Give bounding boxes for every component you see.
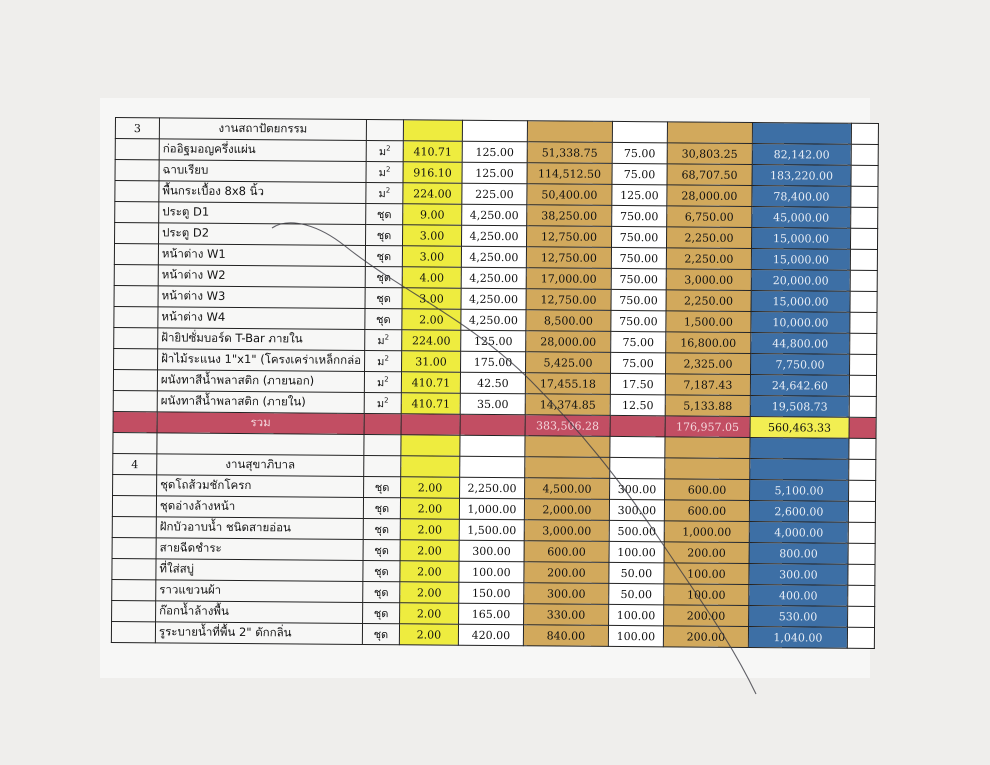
labour-price-cell: [610, 436, 665, 457]
labour-price-cell: 750.00: [611, 310, 666, 331]
material-total-cell: 50,400.00: [527, 184, 612, 206]
labour-total-cell: 200.00: [664, 605, 749, 627]
material-price-cell: 420.00: [458, 624, 523, 646]
grand-total-cell: [752, 123, 851, 145]
material-total-cell: 12,750.00: [526, 289, 611, 311]
labour-total-cell: [667, 122, 752, 144]
remark-cell: [851, 186, 878, 207]
grand-total-cell: 300.00: [749, 563, 848, 585]
unit-superscript: 2: [384, 396, 389, 405]
description-cell: สายฉีดชำระ: [156, 538, 363, 561]
remark-cell: [851, 123, 878, 144]
remark-cell: [851, 144, 878, 165]
labour-total-cell: 6,750.00: [667, 206, 752, 228]
unit-superscript: 2: [384, 375, 389, 384]
item-no-cell: [114, 285, 158, 306]
quantity-cell: 2.00: [400, 540, 459, 561]
material-price-cell: 1,000.00: [459, 498, 524, 520]
item-no-cell: [115, 139, 159, 160]
material-price-cell: 42.50: [460, 372, 525, 394]
material-price-cell: [460, 456, 525, 478]
labour-total-cell: 600.00: [664, 479, 749, 501]
unit-cell: ชุด: [363, 602, 400, 623]
description-cell: ผนังทาสีน้ำพลาสติก (ภายใน): [157, 391, 364, 414]
item-no-cell: [113, 474, 157, 495]
description-cell: ราวแขวนผ้า: [156, 580, 363, 603]
unit-cell: ชุด: [363, 560, 400, 581]
labour-price-cell: 50.00: [609, 562, 664, 583]
labour-total-cell: 28,000.00: [667, 185, 752, 207]
remark-cell: [848, 480, 875, 501]
labour-price-cell: 100.00: [608, 625, 663, 646]
grand-total-cell: 800.00: [749, 542, 848, 564]
quantity-cell: 224.00: [403, 183, 462, 204]
labour-price-cell: 75.00: [611, 331, 666, 352]
grand-total-cell: 82,142.00: [752, 144, 851, 166]
quantity-cell: 31.00: [401, 351, 460, 372]
material-total-cell: 28,000.00: [526, 331, 611, 353]
unit-cell: ม$^2$: [366, 182, 403, 203]
unit-superscript: 2: [385, 186, 391, 195]
material-price-cell: 4,250.00: [462, 204, 527, 226]
material-total-cell: 840.00: [523, 625, 608, 647]
grand-total-cell: 400.00: [749, 584, 848, 606]
labour-total-cell: 7,187.43: [665, 374, 750, 396]
material-total-cell: 200.00: [524, 562, 609, 584]
bill-of-quantities-table: [111, 117, 879, 649]
item-no-cell: [114, 348, 158, 369]
unit-cell: [364, 455, 401, 476]
unit-cell: ม$^2$: [366, 161, 403, 182]
description-cell: ก๊อกน้ำล้างพื้น: [156, 601, 363, 624]
labour-price-cell: 750.00: [611, 226, 666, 247]
unit-cell: ม$^2$: [364, 392, 401, 413]
labour-total-cell: 2,250.00: [666, 248, 751, 270]
quantity-cell: 2.00: [401, 477, 460, 498]
labour-total-cell: 1,000.00: [664, 521, 749, 543]
material-total-cell: 383,506.28: [525, 415, 610, 437]
material-price-cell: 165.00: [459, 603, 524, 625]
quantity-cell: 2.00: [400, 561, 459, 582]
item-no-cell: [111, 621, 155, 642]
labour-price-cell: 750.00: [612, 205, 667, 226]
labour-price-cell: 100.00: [609, 604, 664, 625]
labour-price-cell: 300.00: [609, 478, 664, 499]
quantity-cell: [401, 456, 460, 477]
labour-price-cell: 750.00: [611, 268, 666, 289]
material-price-cell: 4,250.00: [461, 225, 526, 247]
grand-total-cell: 44,800.00: [751, 333, 850, 355]
material-total-cell: 2,000.00: [524, 499, 609, 521]
item-no-cell: [112, 600, 156, 621]
material-price-cell: 100.00: [459, 561, 524, 583]
unit-cell: ชุด: [365, 245, 402, 266]
item-no-cell: [113, 390, 157, 411]
unit-cell: ชุด: [363, 518, 400, 539]
material-price-cell: 225.00: [462, 183, 527, 205]
quantity-cell: 2.00: [400, 498, 459, 519]
description-cell: งานสถาปัตยกรรม: [159, 118, 366, 141]
material-total-cell: 600.00: [524, 541, 609, 563]
item-no-cell: [114, 244, 158, 265]
unit-superscript: 2: [385, 165, 391, 174]
description-cell: ผนังทาสีน้ำพลาสติก (ภายนอก): [157, 370, 364, 393]
unit-cell: ชุด: [365, 308, 402, 329]
material-total-cell: 38,250.00: [527, 205, 612, 227]
material-total-cell: [525, 436, 610, 458]
labour-total-cell: 100.00: [664, 563, 749, 585]
item-no-cell: [114, 306, 158, 327]
remark-cell: [850, 312, 877, 333]
remark-cell: [848, 564, 875, 585]
sum-label: รวม: [157, 412, 364, 435]
remark-cell: [849, 438, 876, 459]
labour-price-cell: 125.00: [612, 184, 667, 205]
quantity-cell: 916.10: [403, 162, 462, 183]
labour-total-cell: 2,250.00: [666, 290, 751, 312]
grand-total-cell: 15,000.00: [751, 291, 850, 313]
quantity-cell: 2.00: [399, 624, 458, 645]
material-price-cell: [462, 120, 527, 142]
labour-total-cell: 68,707.50: [667, 164, 752, 186]
description-cell: ฝักบัวอาบน้ำ ชนิดสายอ่อน: [156, 517, 363, 540]
material-price-cell: 125.00: [461, 330, 526, 352]
description-cell: งานสุขาภิบาล: [157, 454, 364, 477]
description-cell: หน้าต่าง W1: [158, 244, 365, 267]
material-total-cell: 5,425.00: [525, 352, 610, 374]
remark-cell: [850, 333, 877, 354]
description-cell: ฝ้ายิปซั่มบอร์ด T-Bar ภายใน: [158, 328, 365, 351]
item-no-cell: [112, 516, 156, 537]
unit-cell: [366, 119, 403, 140]
material-total-cell: 300.00: [524, 583, 609, 605]
unit-superscript: 2: [384, 333, 390, 342]
grand-total-cell: 1,040.00: [748, 626, 847, 648]
labour-price-cell: 750.00: [611, 247, 666, 268]
unit-cell: ชุด: [364, 476, 401, 497]
labour-total-cell: 30,803.25: [667, 143, 752, 165]
material-total-cell: 8,500.00: [526, 310, 611, 332]
labour-total-cell: [665, 437, 750, 459]
quantity-cell: 224.00: [402, 330, 461, 351]
description-cell: รูระบายน้ำที่พื้น 2" ดักกลิ่น: [155, 622, 362, 645]
remark-cell: [849, 417, 876, 438]
grand-total-cell: 24,642.60: [750, 374, 849, 396]
labour-price-cell: 75.00: [612, 142, 667, 163]
remark-cell: [849, 354, 876, 375]
labour-total-cell: 200.00: [664, 542, 749, 564]
material-total-cell: 17,455.18: [525, 373, 610, 395]
labour-price-cell: 17.50: [610, 373, 665, 394]
remark-cell: [851, 207, 878, 228]
labour-total-cell: 16,800.00: [666, 332, 751, 354]
labour-price-cell: [610, 457, 665, 478]
material-total-cell: [525, 457, 610, 479]
grand-total-cell: 15,000.00: [751, 228, 850, 250]
remark-cell: [848, 543, 875, 564]
remark-cell: [850, 249, 877, 270]
grand-total-cell: 10,000.00: [751, 312, 850, 334]
remark-cell: [849, 375, 876, 396]
quantity-cell: 410.71: [401, 393, 460, 414]
unit-cell: [364, 413, 401, 434]
description-cell: ประตู D1: [159, 202, 366, 225]
material-total-cell: 114,512.50: [527, 163, 612, 185]
material-price-cell: 175.00: [460, 351, 525, 373]
material-total-cell: 330.00: [524, 604, 609, 626]
unit-cell: ชุด: [363, 497, 400, 518]
grand-total-cell: 20,000.00: [751, 270, 850, 292]
labour-price-cell: 750.00: [611, 289, 666, 310]
remark-cell: [850, 291, 877, 312]
material-total-cell: 12,750.00: [526, 247, 611, 269]
remark-cell: [849, 459, 876, 480]
labour-price-cell: 75.00: [612, 163, 667, 184]
description-cell: หน้าต่าง W4: [158, 307, 365, 330]
description-cell: หน้าต่าง W3: [158, 286, 365, 309]
quantity-cell: 4.00: [402, 267, 461, 288]
description-cell: พื้นกระเบื้อง 8x8 นิ้ว: [159, 181, 366, 204]
item-no-cell: [112, 579, 156, 600]
unit-cell: ม$^2$: [366, 140, 403, 161]
quantity-cell: 3.00: [402, 288, 461, 309]
labour-total-cell: 100.00: [664, 584, 749, 606]
grand-total-cell: 7,750.00: [750, 353, 849, 375]
quantity-cell: [401, 414, 460, 435]
item-no-cell: [113, 411, 157, 432]
material-price-cell: 300.00: [459, 540, 524, 562]
quantity-cell: 3.00: [402, 225, 461, 246]
grand-total-cell: 183,220.00: [752, 165, 851, 187]
item-no-cell: 4: [113, 453, 157, 474]
quantity-cell: [401, 435, 460, 456]
unit-superscript: 2: [384, 354, 389, 363]
grand-total-cell: [750, 437, 849, 459]
material-price-cell: 4,250.00: [461, 288, 526, 310]
unit-cell: ชุด: [366, 203, 403, 224]
grand-total-cell: 19,508.73: [750, 395, 849, 417]
description-cell: ก่ออิฐมอญครึ่งแผ่น: [159, 139, 366, 162]
description-cell: หน้าต่าง W2: [158, 265, 365, 288]
quantity-cell: [403, 120, 462, 141]
material-price-cell: 1,500.00: [459, 519, 524, 541]
remark-cell: [851, 165, 878, 186]
labour-price-cell: [612, 121, 667, 142]
material-price-cell: [460, 435, 525, 457]
grand-total-cell: 15,000.00: [751, 249, 850, 271]
material-total-cell: 51,338.75: [527, 142, 612, 164]
labour-price-cell: 50.00: [609, 583, 664, 604]
description-cell: ที่ใส่สบู่: [156, 559, 363, 582]
material-total-cell: 12,750.00: [526, 226, 611, 248]
description-cell: ชุดอ่างล้างหน้า: [156, 496, 363, 519]
unit-cell: ม$^2$: [364, 350, 401, 371]
quantity-cell: 410.71: [403, 141, 462, 162]
table-body: [111, 118, 878, 649]
unit-cell: ชุด: [363, 539, 400, 560]
material-price-cell: 35.00: [460, 393, 525, 415]
grand-total-cell: 78,400.00: [752, 186, 851, 208]
remark-cell: [848, 585, 875, 606]
description-cell: [157, 433, 364, 456]
labour-total-cell: 176,957.05: [665, 416, 750, 438]
material-price-cell: 4,250.00: [461, 309, 526, 331]
item-no-cell: [112, 537, 156, 558]
remark-cell: [850, 270, 877, 291]
item-no-cell: 3: [115, 118, 159, 139]
labour-total-cell: 5,133.88: [665, 395, 750, 417]
item-no-cell: [115, 223, 159, 244]
description-cell: ประตู D2: [159, 223, 366, 246]
labour-total-cell: 2,250.00: [666, 227, 751, 249]
item-no-cell: [113, 369, 157, 390]
material-price-cell: 4,250.00: [461, 246, 526, 268]
material-total-cell: 4,500.00: [524, 478, 609, 500]
material-price-cell: [460, 414, 525, 436]
quantity-cell: 2.00: [400, 519, 459, 540]
item-no-cell: [114, 327, 158, 348]
remark-cell: [847, 627, 874, 648]
labour-total-cell: 1,500.00: [666, 311, 751, 333]
labour-price-cell: 12.50: [610, 394, 665, 415]
quantity-cell: 9.00: [403, 204, 462, 225]
labour-total-cell: 3,000.00: [666, 269, 751, 291]
remark-cell: [848, 501, 875, 522]
grand-total-cell: 2,600.00: [749, 500, 848, 522]
grand-total-cell: 4,000.00: [749, 521, 848, 543]
description-cell: ฉาบเรียบ: [159, 160, 366, 183]
remark-cell: [849, 396, 876, 417]
item-no-cell: [115, 181, 159, 202]
unit-cell: ชุด: [362, 623, 399, 644]
unit-cell: [364, 434, 401, 455]
remark-cell: [847, 606, 874, 627]
material-total-cell: 17,000.00: [526, 268, 611, 290]
unit-cell: ชุด: [365, 224, 402, 245]
material-total-cell: 3,000.00: [524, 520, 609, 542]
description-cell: ชุดโถส้วมชักโครก: [157, 475, 364, 498]
quantity-cell: 2.00: [402, 309, 461, 330]
material-price-cell: 150.00: [459, 582, 524, 604]
material-total-cell: 14,374.85: [525, 394, 610, 416]
item-no-cell: [114, 264, 158, 285]
labour-total-cell: 2,325.00: [665, 353, 750, 375]
unit-cell: ชุด: [365, 287, 402, 308]
unit-superscript: 2: [386, 144, 391, 153]
quantity-cell: 410.71: [401, 372, 460, 393]
quantity-cell: 2.00: [400, 582, 459, 603]
labour-price-cell: [610, 415, 665, 436]
item-no-cell: [115, 202, 159, 223]
grand-total-cell: 5,100.00: [749, 479, 848, 501]
grand-total-cell: 530.00: [749, 605, 848, 627]
labour-price-cell: 500.00: [609, 520, 664, 541]
remark-cell: [850, 228, 877, 249]
labour-total-cell: [665, 458, 750, 480]
material-price-cell: 125.00: [462, 162, 527, 184]
quantity-cell: 2.00: [400, 603, 459, 624]
grand-total-cell: 560,463.33: [750, 416, 849, 438]
labour-total-cell: 600.00: [664, 500, 749, 522]
unit-cell: ม$^2$: [365, 329, 402, 350]
labour-price-cell: 300.00: [609, 499, 664, 520]
material-total-cell: [527, 121, 612, 143]
item-no-cell: [115, 160, 159, 181]
labour-total-cell: 200.00: [663, 626, 748, 648]
item-no-cell: [112, 495, 156, 516]
description-cell: ฝ้าไม้ระแนง 1"x1" (โครงเคร่าเหล็กกล่อ: [158, 349, 365, 372]
unit-cell: ชุด: [365, 266, 402, 287]
item-no-cell: [113, 432, 157, 453]
quantity-cell: 3.00: [402, 246, 461, 267]
unit-cell: ชุด: [363, 581, 400, 602]
material-price-cell: 125.00: [462, 141, 527, 163]
labour-price-cell: 100.00: [609, 541, 664, 562]
unit-cell: ม$^2$: [364, 371, 401, 392]
remark-cell: [848, 522, 875, 543]
material-price-cell: 4,250.00: [461, 267, 526, 289]
item-no-cell: [112, 558, 156, 579]
grand-total-cell: [750, 458, 849, 480]
grand-total-cell: 45,000.00: [752, 207, 851, 229]
labour-price-cell: 75.00: [610, 352, 665, 373]
material-price-cell: 2,250.00: [460, 477, 525, 499]
